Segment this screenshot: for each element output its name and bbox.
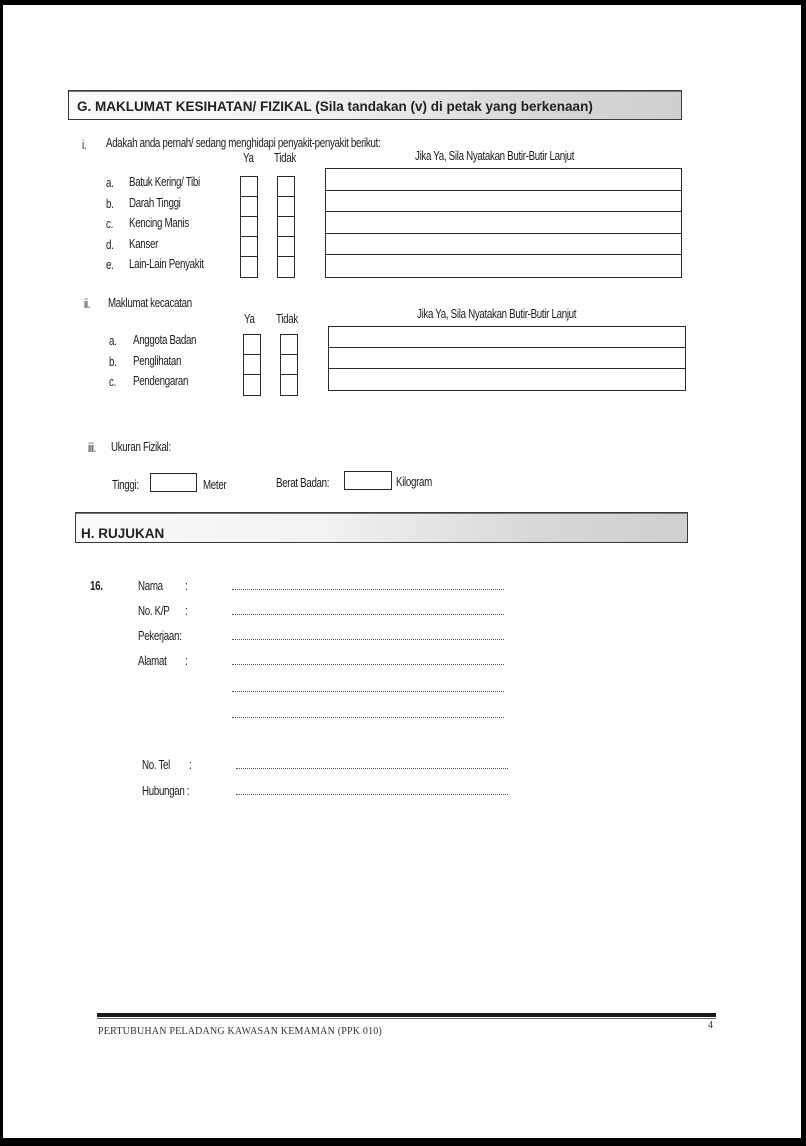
no-checkbox[interactable]	[278, 257, 294, 277]
part-i-col-no: Tidak	[274, 151, 296, 165]
footer-page-number: 4	[708, 1020, 714, 1031]
referral-field-colon: :	[189, 758, 192, 772]
details-field[interactable]	[329, 327, 685, 348]
yes-checkbox[interactable]	[244, 355, 260, 375]
part-ii-number: ii.	[84, 297, 91, 311]
section-g-title: G. MAKLUMAT KESIHATAN/ FIZIKAL (Sila tandakan (v) di petak yang berkenaan)	[77, 99, 593, 114]
section-g-header	[68, 90, 682, 120]
item-letter: a.	[109, 334, 117, 348]
item-label: Batuk Kering/ Tibi	[129, 175, 200, 189]
footer-organization: PERTUBUHAN PELADANG KAWASAN KEMAMAN (PPK 010)	[98, 1026, 382, 1037]
item-label: Kanser	[129, 236, 159, 251]
referral-field-input[interactable]	[236, 768, 508, 769]
item-label: Kencing Manis	[129, 216, 189, 230]
no-checkbox[interactable]	[281, 335, 297, 355]
referral-field-input[interactable]	[236, 794, 508, 795]
item-label: Lain-Lain Penyakit	[129, 257, 204, 271]
referral-field-input[interactable]	[232, 614, 504, 615]
weight-input[interactable]	[344, 471, 392, 490]
details-field[interactable]	[326, 212, 681, 234]
yes-checkbox[interactable]	[244, 335, 260, 355]
part-i-col-yes: Ya	[243, 151, 254, 165]
no-checkbox[interactable]	[281, 375, 297, 395]
footer-divider-thin	[97, 1018, 716, 1019]
section-h-title: H. RUJUKAN	[81, 526, 165, 541]
part-i-number: i.	[82, 138, 87, 152]
item-letter: c.	[109, 375, 116, 389]
item-letter: c.	[106, 217, 113, 231]
part-i-yes-checkboxes	[240, 176, 258, 278]
referral-field-label: No. K/P	[138, 604, 170, 618]
yes-checkbox[interactable]	[241, 177, 257, 197]
item-label: Pendengaran	[133, 374, 189, 388]
height-label: Tinggi:	[112, 478, 139, 492]
referral-field-input[interactable]	[232, 639, 504, 640]
section-h-header	[75, 512, 688, 543]
no-checkbox[interactable]	[278, 197, 294, 217]
part-iii-question: Ukuran Fizikal:	[111, 440, 171, 454]
referral-item-number: 16.	[90, 579, 103, 593]
yes-checkbox[interactable]	[241, 237, 257, 257]
item-letter: a.	[106, 176, 114, 190]
referral-field-input[interactable]	[232, 589, 504, 590]
part-iii-number: iii.	[88, 441, 96, 455]
item-letter: d.	[106, 237, 114, 252]
details-field[interactable]	[326, 255, 681, 277]
referral-field-colon: :	[185, 654, 188, 668]
details-field[interactable]	[326, 191, 681, 213]
no-checkbox[interactable]	[278, 217, 294, 237]
item-label: Penglihatan	[133, 353, 182, 368]
item-letter: e.	[106, 258, 114, 272]
part-i-no-checkboxes	[277, 176, 295, 278]
referral-field-label: Pekerjaan:	[138, 629, 182, 643]
referral-field-label: No. Tel	[142, 758, 170, 772]
yes-checkbox[interactable]	[244, 375, 260, 395]
referral-field-label: Alamat	[138, 654, 167, 668]
part-ii-col-yes: Ya	[244, 312, 255, 326]
item-letter: b.	[109, 354, 117, 369]
part-ii-details-box	[328, 326, 686, 391]
item-label: Darah Tinggi	[129, 195, 181, 210]
item-label: Anggota Badan	[133, 333, 197, 347]
weight-label: Berat Badan:	[276, 476, 330, 490]
no-checkbox[interactable]	[281, 355, 297, 375]
part-ii-question: Maklumat kecacatan	[108, 296, 192, 310]
referral-field-colon: :	[185, 579, 188, 593]
no-checkbox[interactable]	[278, 177, 294, 197]
details-field[interactable]	[329, 369, 685, 390]
part-ii-col-no: Tidak	[276, 312, 298, 326]
details-field[interactable]	[326, 169, 681, 191]
referral-field-input[interactable]	[232, 717, 504, 718]
details-field[interactable]	[329, 348, 685, 369]
weight-unit: Kilogram	[396, 475, 432, 489]
height-unit: Meter	[203, 478, 227, 492]
referral-field-input[interactable]	[232, 691, 504, 692]
yes-checkbox[interactable]	[241, 257, 257, 277]
footer-divider	[97, 1013, 716, 1017]
part-i-col-details: Jika Ya, Sila Nyatakan Butir-Butir Lanjut	[415, 149, 575, 163]
part-ii-no-checkboxes	[280, 334, 298, 396]
referral-field-label: Hubungan :	[142, 784, 190, 798]
form-page	[3, 5, 801, 1138]
part-ii-col-details: Jika Ya, Sila Nyatakan Butir-Butir Lanjut	[417, 307, 577, 321]
part-i-question: Adakah anda pernah/ sedang menghidapi penyakit-penyakit berikut:	[106, 136, 381, 150]
yes-checkbox[interactable]	[241, 197, 257, 217]
height-input[interactable]	[150, 473, 197, 492]
part-i-details-box	[325, 168, 682, 278]
no-checkbox[interactable]	[278, 237, 294, 257]
referral-field-label: Nama	[138, 579, 163, 593]
yes-checkbox[interactable]	[241, 217, 257, 237]
details-field[interactable]	[326, 234, 681, 256]
part-ii-yes-checkboxes	[243, 334, 261, 396]
referral-field-input[interactable]	[232, 664, 504, 665]
referral-field-colon: :	[185, 604, 188, 618]
item-letter: b.	[106, 196, 114, 211]
